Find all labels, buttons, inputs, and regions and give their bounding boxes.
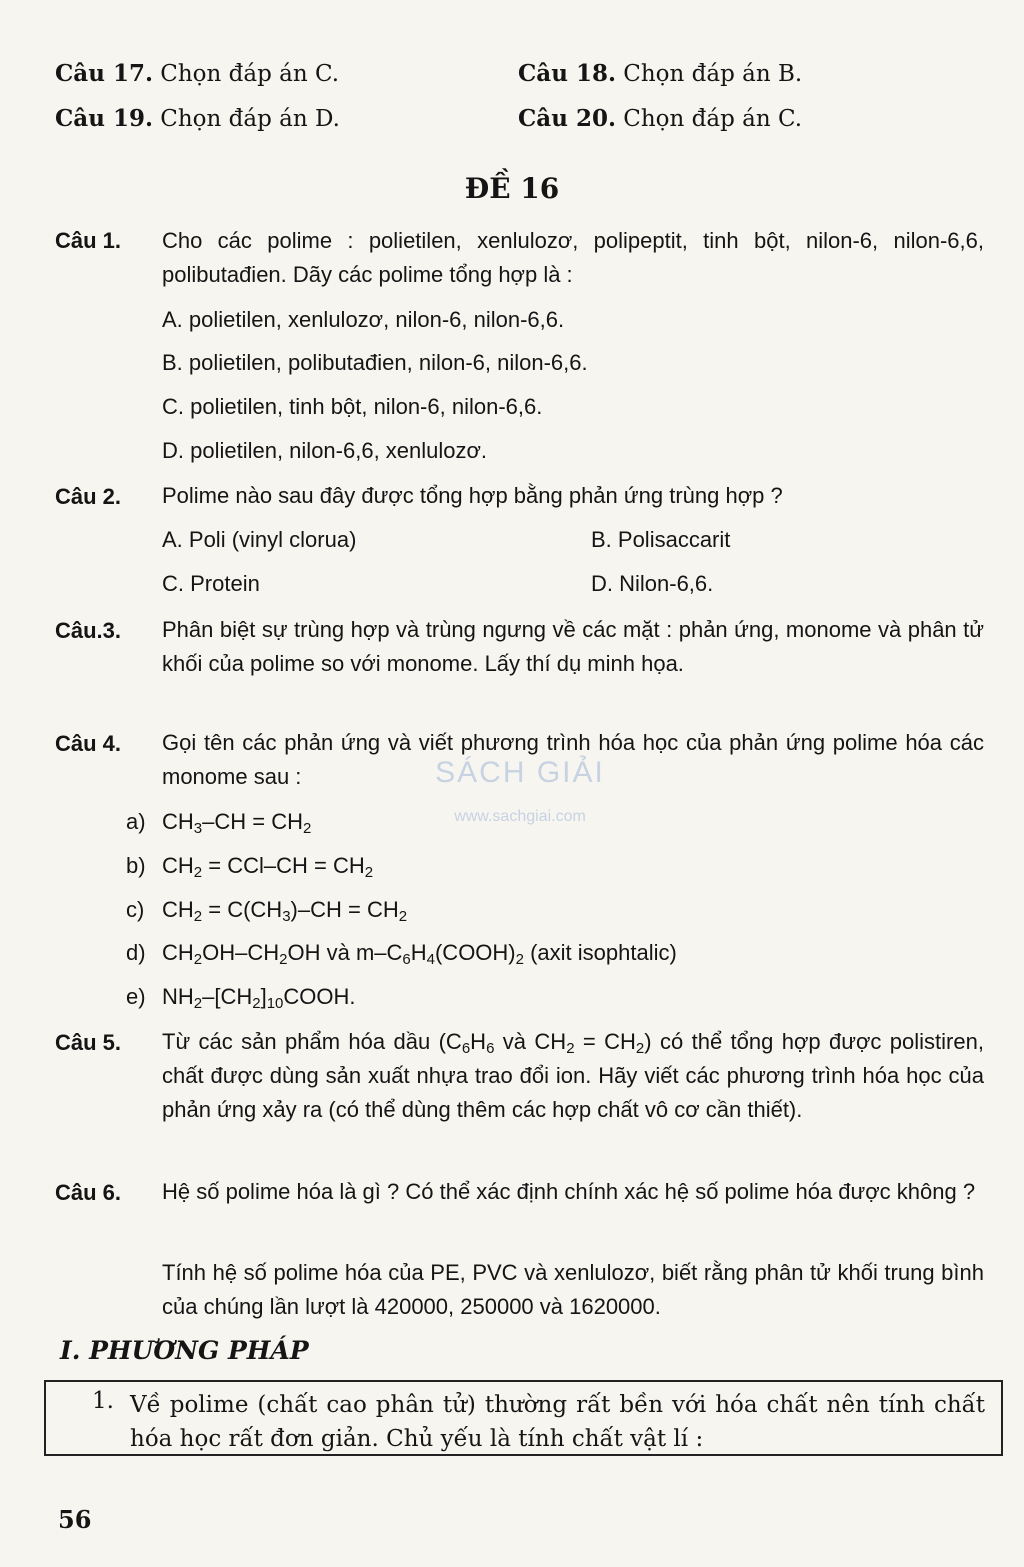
question-3-text: Phân biệt sự trùng hợp và trùng ngưng về các mặt : phản ứng, monome và phân tử khối của polime so với monome. Lấy thí dụ minh họa. [162,617,984,676]
page-number: 56 [58,1505,92,1534]
question-2-option-b: B. Polisaccarit [591,527,731,552]
question-2-label: Câu 2. [55,484,122,509]
monomer-e-label: e) [126,984,146,1009]
answer-label: Câu 18. [518,60,616,87]
question-5-label: Câu 5. [55,1030,122,1055]
exam-heading: ĐỀ 16 [464,172,560,205]
watermark-url: www.sachgiai.com [454,808,586,825]
question-1-option-d: D. polietilen, nilon-6,6, xenlulozơ. [162,438,488,463]
monomer-a-label: a) [126,809,146,834]
question-2-option-a: A. Poli (vinyl clorua) [162,527,357,552]
answer-text: Chọn đáp án D. [160,106,340,132]
monomer-e-formula: $NH_2-[CH_2]_{10}COOH$. [162,984,356,1012]
question-3-label: Câu.3. [55,618,122,643]
monomer-d-label: d) [126,940,146,965]
answer-label: Câu 19. [55,105,153,132]
answer-text: Chọn đáp án C. [623,106,803,132]
question-1-option-b: B. polietilen, polibutađien, nilon-6, nilon-6,6. [162,350,588,375]
answer-label: Câu 20. [518,105,616,132]
monomer-a-formula: $CH_3-CH = CH_2$ [162,809,312,837]
question-2-option-c: C. Protein [162,571,260,596]
question-6-text-2: Tính hệ số polime hóa của PE, PVC và xenlulozơ, biết rằng phân tử khối trung bình của chúng lần lượt là 420000, 250000 và 1620000. [162,1260,984,1319]
question-1-label: Câu 1. [55,228,122,253]
answer-19 [55,105,340,132]
monomer-c-formula: $CH_2 = C(CH_3)-CH = CH_2$ [162,897,408,925]
watermark-logo [420,754,620,834]
monomer-d-formula: $CH_2OH-CH_2OH$ và $m-C_6H_4(COOH)_2$ (axit isophtalic) [162,940,677,968]
question-6-label: Câu 6. [55,1180,122,1205]
watermark-word: SÁCH GIẢI [435,756,605,789]
question-2-text: Polime nào sau đây được tổng hợp bằng phản ứng trùng hợp ? [162,483,783,508]
monomer-b-label: b) [126,853,146,878]
answer-label: Câu 17. [55,60,153,87]
section-title: I. PHƯƠNG PHÁP [60,1336,309,1365]
method-box-text: Về polime (chất cao phân tử) thường rất bền với hóa chất nên tính chất hóa học rất đơn giản. Chủ yếu là tính chất vật lí : [130,1392,985,1452]
question-1-text: Cho các polime : polietilen, xenlulozơ, polipeptit, tinh bột, nilon-6, nilon-6,6, polibutađien. Dãy các polime tổng hợp là : [162,228,984,287]
question-1-option-a: A. polietilen, xenlulozơ, nilon-6, nilon-6,6. [162,307,565,332]
monomer-c-label: c) [126,897,145,922]
monomer-b-formula: $CH_2 = CCl-CH = CH_2$ [162,853,374,881]
question-1-option-c: C. polietilen, tinh bột, nilon-6, nilon-6,6. [162,394,543,419]
answer-18 [518,60,802,87]
question-2-option-d: D. Nilon-6,6. [591,571,714,596]
question-5-text: Từ các sản phẩm hóa dầu ($C_6H_6$ và $CH_2 = CH_2$) có thể tổng hợp được polistiren, chất được dùng sản xuất nhựa trao đổi ion. Hãy viết các phương trình hóa học của phản ứng xảy ra (có thể dùng thêm các hợp chất vô cơ cần thiết). [162,1029,984,1122]
method-box-number: 1. [92,1388,114,1414]
question-4-text: Gọi tên các phản ứng và viết phương trình hóa học của phản ứng polime hóa các monome sau : [162,730,984,789]
answer-text: Chọn đáp án B. [623,61,803,87]
question-4-label: Câu 4. [55,731,122,756]
answer-17 [55,60,339,87]
answer-text: Chọn đáp án C. [160,61,340,87]
question-6-text: Hệ số polime hóa là gì ? Có thể xác định chính xác hệ số polime hóa được không ? [162,1179,976,1204]
answer-20 [518,105,802,132]
